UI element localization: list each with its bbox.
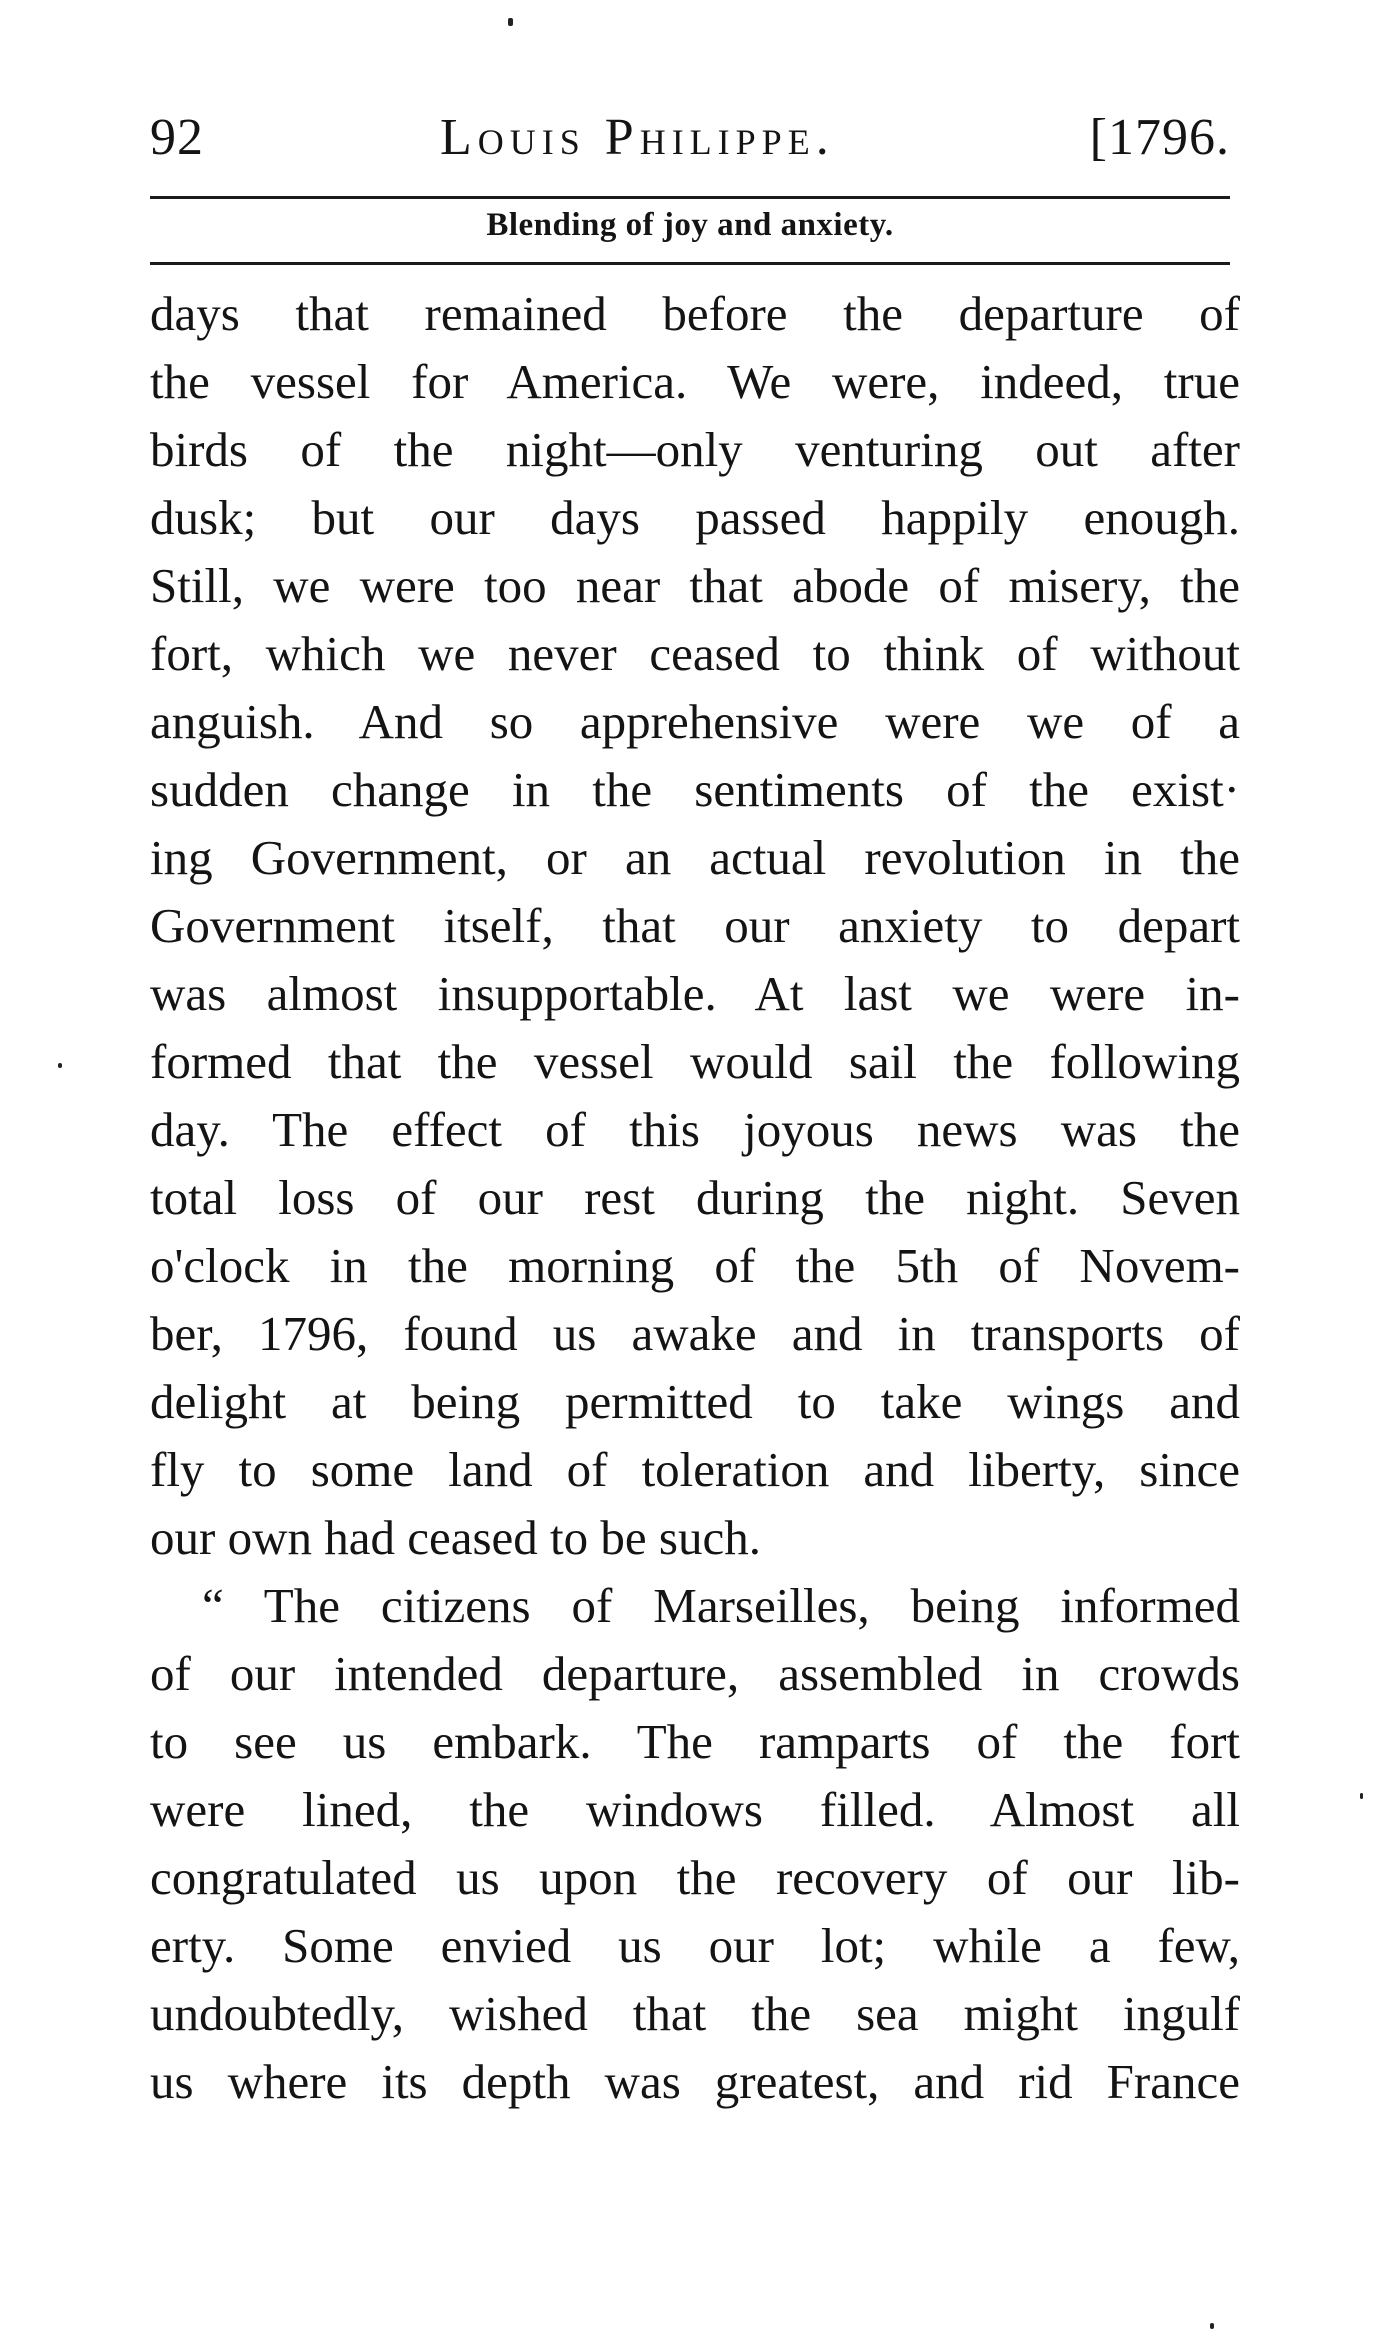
text-line: o'clock in the morning of the 5th of Novem- — [150, 1238, 1240, 1293]
ink-speck — [1360, 1793, 1363, 1799]
header-rule-bottom — [150, 262, 1230, 265]
text-line: delight at being permitted to take wings and — [150, 1374, 1240, 1429]
running-title: Louis Philippe. — [440, 109, 835, 166]
subheading: Blending of joy and anxiety. — [486, 207, 894, 243]
text-line: sudden change in the sentiments of the exist· — [150, 762, 1240, 817]
page-number: 92 — [150, 109, 204, 166]
text-line: our own had ceased to be such. — [150, 1510, 761, 1565]
text-line: the vessel for America. We were, indeed, true — [150, 354, 1240, 409]
text-line: to see us embark. The ramparts of the fort — [150, 1714, 1240, 1769]
ink-speck — [58, 1063, 62, 1068]
text-line: days that remained before the departure of — [150, 286, 1240, 341]
text-line: dusk; but our days passed happily enough. — [150, 490, 1240, 545]
text-line: were lined, the windows filled. Almost all — [150, 1782, 1240, 1837]
header-rule-top — [150, 196, 1230, 199]
text-line: Government itself, that our anxiety to depart — [150, 898, 1240, 953]
paragraph-1 — [150, 280, 1240, 1572]
text-line: formed that the vessel would sail the following — [150, 1034, 1240, 1089]
header-year: [1796. — [1089, 109, 1230, 166]
text-line: birds of the night—only venturing out after — [150, 422, 1240, 477]
text-line: ber, 1796, found us awake and in transports of — [150, 1306, 1240, 1361]
body-text — [150, 280, 1240, 2116]
text-line: erty. Some envied us our lot; while a few, — [150, 1918, 1240, 1973]
text-line: was almost insupportable. At last we were in- — [150, 966, 1240, 1021]
ink-speck — [508, 18, 513, 26]
ink-speck — [1210, 2323, 1214, 2329]
text-line: total loss of our rest during the night. Seven — [150, 1170, 1240, 1225]
text-line: us where its depth was greatest, and rid France — [150, 2054, 1240, 2109]
text-line: anguish. And so apprehensive were we of a — [150, 694, 1240, 749]
paragraph-2 — [150, 1572, 1240, 2116]
text-line: undoubtedly, wished that the sea might ingulf — [150, 1986, 1240, 2041]
text-line: “ The citizens of Marseilles, being informed — [202, 1578, 1240, 1633]
text-line: day. The effect of this joyous news was the — [150, 1102, 1240, 1157]
text-line: of our intended departure, assembled in crowds — [150, 1646, 1240, 1701]
page-header — [150, 108, 1230, 178]
text-line: ing Government, or an actual revolution in the — [150, 830, 1240, 885]
text-line: fort, which we never ceased to think of without — [150, 626, 1240, 681]
text-line: fly to some land of toleration and liberty, since — [150, 1442, 1240, 1497]
text-line: congratulated us upon the recovery of our lib- — [150, 1850, 1240, 1905]
text-line: Still, we were too near that abode of misery, the — [150, 558, 1240, 613]
